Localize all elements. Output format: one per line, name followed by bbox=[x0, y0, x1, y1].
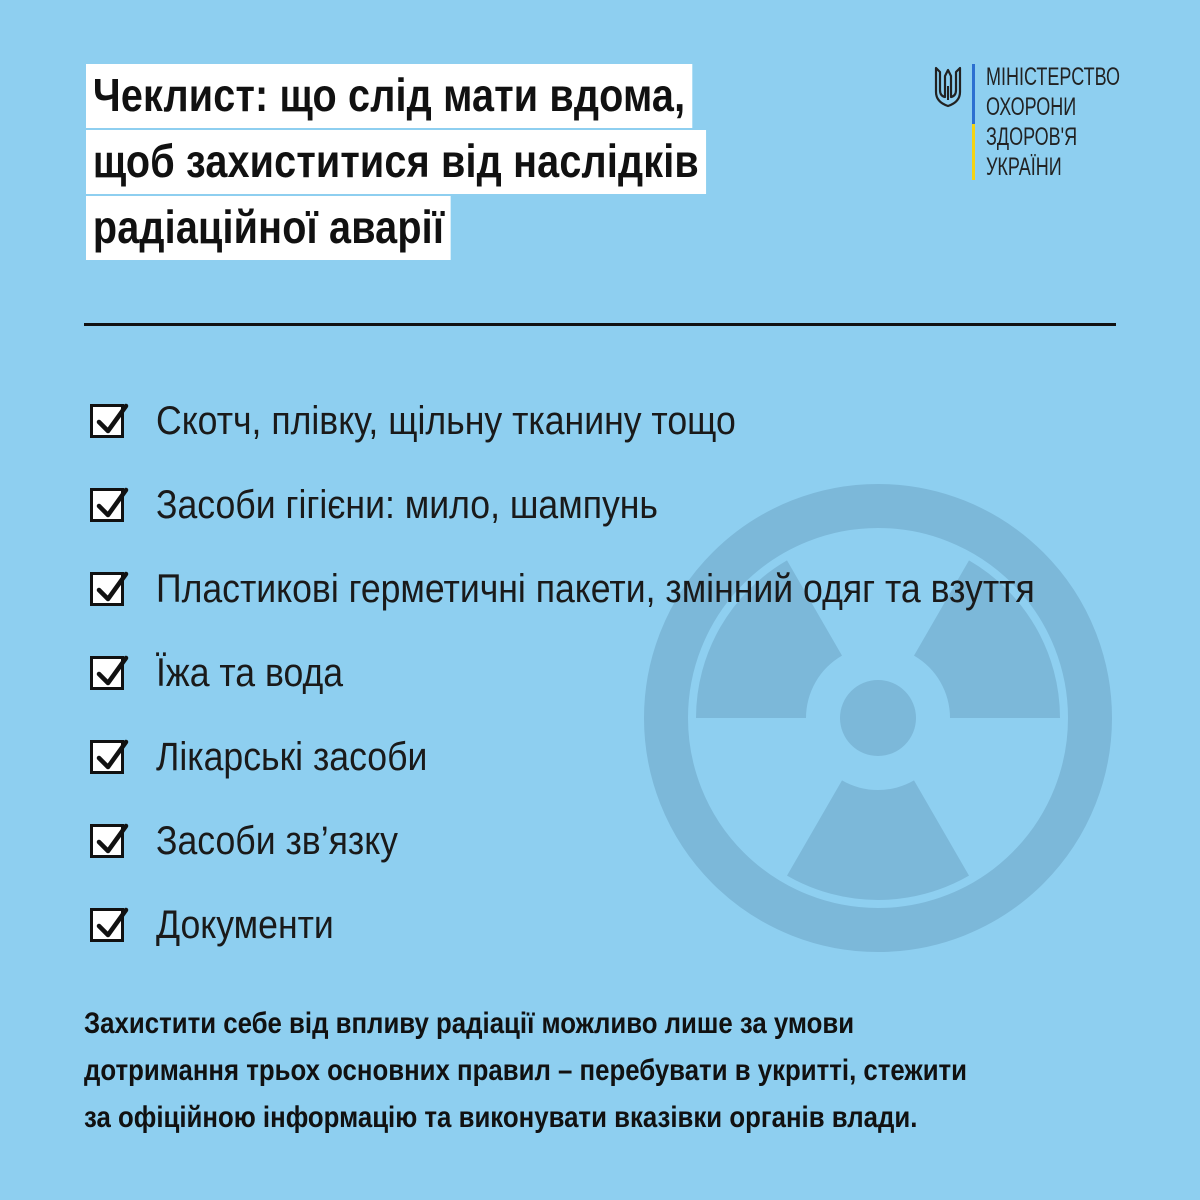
checklist-item-label: Засоби зв’язку bbox=[156, 819, 398, 863]
checkmark-icon bbox=[94, 820, 130, 858]
checkbox bbox=[90, 908, 124, 942]
checkmark-icon bbox=[94, 736, 130, 774]
logo-stripe-blue bbox=[972, 64, 975, 124]
footer-line: за офіційною інформацію та виконувати вказівки органів влади. bbox=[84, 1101, 918, 1134]
checklist-item-label: Їжа та вода bbox=[156, 651, 344, 695]
checkbox bbox=[90, 824, 124, 858]
checkbox bbox=[90, 404, 124, 438]
checkbox bbox=[90, 488, 124, 522]
checklist-item-label: Документи bbox=[156, 903, 334, 947]
title-line: радіаційної аварії bbox=[86, 196, 451, 260]
checkmark-icon bbox=[94, 484, 130, 522]
trident-icon bbox=[934, 66, 962, 108]
checkbox bbox=[90, 656, 124, 690]
checklist-item-label: Пластикові герметичні пакети, змінний одяг та взуття bbox=[156, 567, 1035, 611]
checkmark-icon bbox=[94, 400, 130, 438]
checkbox bbox=[90, 572, 124, 606]
checklist-item-label: Засоби гігієни: мило, шампунь bbox=[156, 483, 658, 527]
checklist-item-label: Лікарські засоби bbox=[156, 735, 428, 779]
checklist-item-label: Скотч, плівку, щільну тканину тощо bbox=[156, 399, 736, 443]
logo-text-line: УКРАЇНИ bbox=[986, 153, 1062, 181]
logo-text-line: ЗДОРОВ'Я bbox=[986, 123, 1078, 151]
logo-text-line: ОХОРОНИ bbox=[986, 93, 1077, 121]
page-title bbox=[86, 64, 806, 262]
checkbox bbox=[90, 740, 124, 774]
logo-stripe-yellow bbox=[972, 124, 975, 180]
radiation-icon bbox=[640, 480, 1116, 956]
title-line: щоб захиститися від наслідків bbox=[86, 130, 706, 194]
checkmark-icon bbox=[94, 652, 130, 690]
title-line: Чеклист: що слід мати вдома, bbox=[86, 64, 692, 128]
footer-note bbox=[84, 1000, 1144, 1141]
checkmark-icon bbox=[94, 568, 130, 606]
logo-text-line: МІНІСТЕРСТВО bbox=[986, 63, 1121, 91]
logo-text bbox=[986, 62, 1166, 182]
checkmark-icon bbox=[94, 904, 130, 942]
footer-line: дотримання трьох основних правил – перебувати в укритті, стежити bbox=[84, 1054, 968, 1087]
divider bbox=[84, 323, 1116, 326]
footer-line: Захистити себе від впливу радіації можливо лише за умови bbox=[84, 1007, 855, 1040]
